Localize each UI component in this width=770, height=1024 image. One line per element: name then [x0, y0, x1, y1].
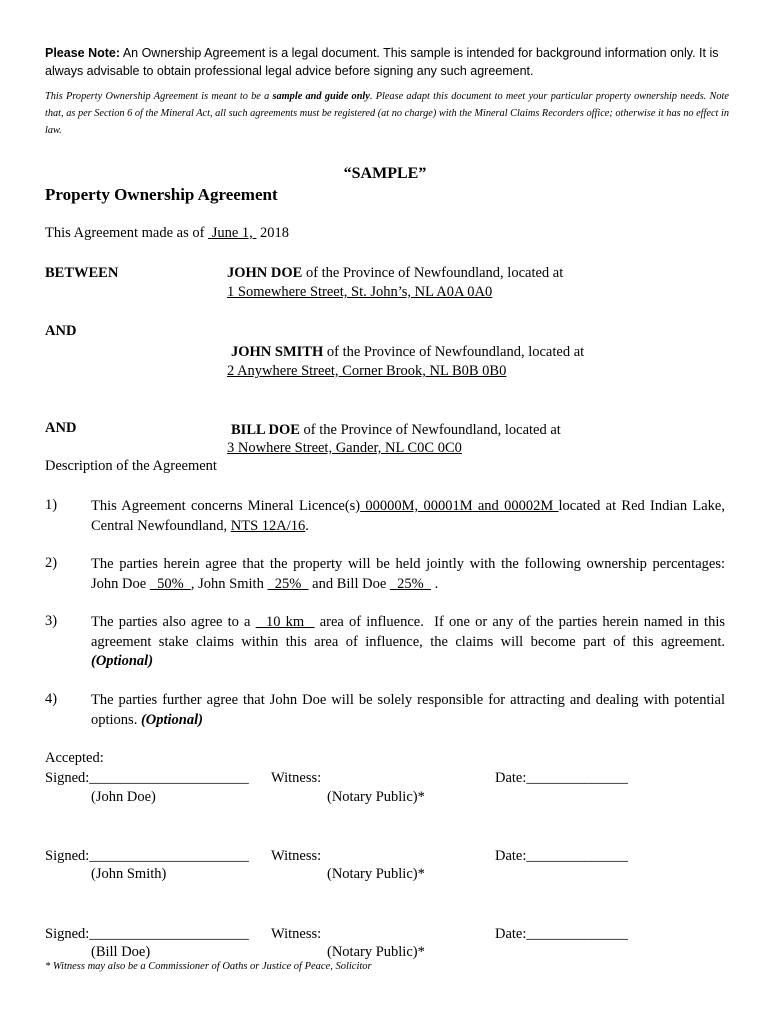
agreement-date-prefix: This Agreement made as of [45, 225, 209, 241]
notary-label-2: (Notary Public)* [327, 866, 425, 882]
clause-1: This Agreement concerns Mineral Licence(s) 00000M, 00001M and 00002M located at Red Indian Lake, Central Newfoundland, NTS 12A/16. [91, 498, 725, 534]
signer-name-3: (Bill Doe) [91, 944, 151, 960]
party1-address: 1 Somewhere Street, St. John’s, NL A0A 0A0 [227, 284, 493, 300]
document-title: Property Ownership Agreement [45, 185, 278, 204]
and-label-1: AND [45, 323, 77, 339]
clause-1-number: 1) [45, 497, 58, 513]
notice-text: An Ownership Agreement is a legal document. This sample is intended for background information only. It is always advisable to obtain professional legal advice before signing any such agreement. [45, 46, 719, 78]
sample-heading: “SAMPLE” [343, 165, 427, 182]
signed-line-2: Signed:______________________ [45, 848, 249, 864]
party2-line: JOHN SMITH of the Province of Newfoundland, located at [231, 344, 585, 360]
clause-3-number: 3) [45, 613, 58, 629]
and-label-2: AND [45, 420, 77, 436]
agreement-year: 2018 [260, 225, 290, 241]
date-line-3: Date:______________ [495, 926, 628, 942]
signed-line-1: Signed:______________________ [45, 770, 249, 786]
signer-name-2: (John Smith) [91, 866, 167, 882]
clause-2: The parties herein agree that the property will be held jointly with the following ownership percentages: John Doe 50% , John Smith 25% and Bill Doe 25% . [91, 556, 729, 592]
nts-reference: NTS 12A/16 [230, 517, 306, 534]
john-doe-percentage: 50% [149, 575, 191, 592]
signed-line-3: Signed:______________________ [45, 926, 249, 942]
notary-label-3: (Notary Public)* [327, 944, 425, 960]
date-line-2: Date:______________ [495, 848, 628, 864]
accepted-label: Accepted: [45, 750, 104, 766]
optional-tag-3: (Optional) [91, 653, 154, 669]
disclaimer-text-2: . Please adapt this document to meet your particular property ownership needs. Note that, as per Section 6 of the Mineral Act, all such agreements must be registered (at no charge) with the Mineral Claims Recorders office; otherwise it has no effect in law. [45, 91, 729, 136]
agreement-date-value: June 1, [211, 225, 253, 241]
clause-3: The parties also agree to a 10 km area of influence. If one or any of the parties herein named in this agreement stake claims within this area of influence, the claims will become part of this agreement. (Optional) [91, 614, 729, 669]
witness-footnote: * Witness may also be a Commissioner of Oaths or Justice of Peace, Solicitor [45, 961, 372, 972]
party1-line: JOHN DOE of the Province of Newfoundland, located at [227, 265, 564, 281]
party3-name: BILL DOE [231, 422, 300, 438]
disclaimer [45, 88, 729, 139]
party1-name: JOHN DOE [227, 265, 303, 281]
between-label: BETWEEN [45, 265, 119, 281]
witness-label-2: Witness: [271, 848, 322, 864]
disclaimer-text-1: This Property Ownership Agreement is meant to be a [45, 91, 273, 102]
party3-line: BILL DOE of the Province of Newfoundland, located at [231, 422, 561, 438]
disclaimer-emphasis: sample and guide only [272, 91, 370, 102]
clause-4: The parties further agree that John Doe will be solely responsible for attracting and dealing with potential options. (Optional) [91, 692, 725, 728]
area-of-influence: 10 km [255, 614, 315, 630]
bill-doe-percentage: 25% [389, 575, 431, 592]
agreement-date-line [45, 225, 289, 242]
legal-notice [45, 44, 729, 80]
clause-4-number: 4) [45, 691, 58, 707]
notary-label-1: (Notary Public)* [327, 789, 425, 805]
party2-name: JOHN SMITH [231, 344, 324, 360]
signer-name-1: (John Doe) [91, 789, 156, 805]
clause-2-number: 2) [45, 555, 58, 571]
description-label: Description of the Agreement [45, 458, 217, 474]
party3-address: 3 Nowhere Street, Gander, NL C0C 0C0 [227, 440, 462, 456]
optional-tag-4: (Optional) [140, 711, 203, 728]
john-smith-percentage: 25% [267, 575, 309, 592]
notice-label: Please Note: [45, 46, 121, 60]
party2-address: 2 Anywhere Street, Corner Brook, NL B0B 0B0 [227, 363, 507, 379]
date-line-1: Date:______________ [495, 770, 628, 786]
licence-numbers: 00000M, 00001M and 00002M [360, 498, 559, 514]
witness-label-1: Witness: [271, 770, 322, 786]
witness-label-3: Witness: [271, 926, 322, 942]
